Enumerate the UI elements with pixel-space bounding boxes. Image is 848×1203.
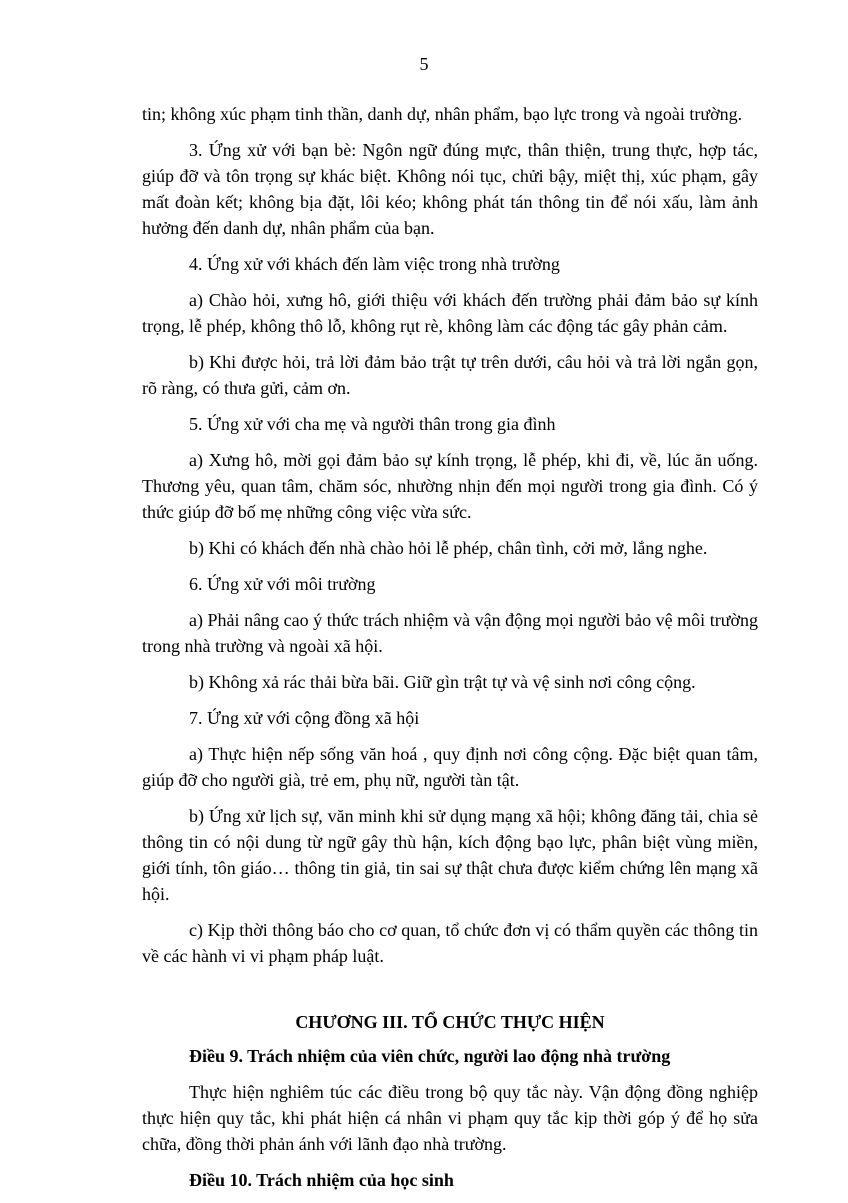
document-body bbox=[142, 101, 758, 1203]
paragraph-community-b: b) Ứng xử lịch sự, văn minh khi sử dụng mạng xã hội; không đăng tải, chia sẻ thông tin có nội dung từ ngữ gây thù hận, kích động bạo lực, phân biệt vùng miền, giới tính, tôn giáo… thông tin giả, tin sai sự thật chưa được kiểm chứng lên mạng xã hội. bbox=[142, 806, 758, 904]
chapter-title: CHƯƠNG III. TỔ CHỨC THỰC HIỆN bbox=[295, 1012, 605, 1032]
paragraph-environment-b: b) Không xả rác thải bừa bãi. Giữ gìn trật tự và vệ sinh nơi công cộng. bbox=[189, 672, 696, 692]
paragraph-family-a: a) Xưng hô, mời gọi đảm bảo sự kính trọng, lễ phép, khi đi, về, lúc ăn uống. Thương yêu, quan tâm, chăm sóc, nhường nhịn đến mọi người trong gia đình. Có ý thức giúp đỡ bố mẹ những công việc vừa sức. bbox=[142, 450, 758, 522]
paragraph-family-b: b) Khi có khách đến nhà chào hỏi lễ phép, chân tình, cởi mở, lắng nghe. bbox=[189, 538, 708, 558]
paragraph-community-a: a) Thực hiện nếp sống văn hoá , quy định nơi công cộng. Đặc biệt quan tâm, giúp đỡ cho người già, trẻ em, phụ nữ, người tàn tật. bbox=[142, 744, 758, 790]
paragraph-environment-a: a) Phải nâng cao ý thức trách nhiệm và vận động mọi người bảo vệ môi trường trong nhà trường và ngoài xã hội. bbox=[142, 610, 758, 656]
paragraph-continuation: tin; không xúc phạm tinh thần, danh dự, nhân phẩm, bạo lực trong và ngoài trường. bbox=[142, 104, 743, 124]
paragraph-guests-heading: 4. Ứng xử với khách đến làm việc trong nhà trường bbox=[189, 254, 560, 274]
article-10-heading: Điều 10. Trách nhiệm của học sinh bbox=[189, 1170, 454, 1190]
paragraph-family-heading: 5. Ứng xử với cha mẹ và người thân trong gia đình bbox=[189, 414, 556, 434]
article-9-body: Thực hiện nghiêm túc các điều trong bộ quy tắc này. Vận động đồng nghiệp thực hiện quy tắc, khi phát hiện cá nhân vi phạm quy tắc kịp thời góp ý để họ sửa chữa, đồng thời phản ánh với lãnh đạo nhà trường. bbox=[142, 1082, 758, 1154]
paragraph-guests-a: a) Chào hỏi, xưng hô, giới thiệu với khách đến trường phải đảm bảo sự kính trọng, lễ phép, không thô lỗ, không rụt rè, không làm các động tác gây phản cảm. bbox=[142, 290, 758, 336]
paragraph-community-heading: 7. Ứng xử với cộng đồng xã hội bbox=[189, 708, 420, 728]
paragraph-friends-conduct: 3. Ứng xử với bạn bè: Ngôn ngữ đúng mực, thân thiện, trung thực, hợp tác, giúp đỡ và tôn trọng sự khác biệt. Không nói tục, chửi bậy, miệt thị, xúc phạm, gây mất đoàn kết; không bịa đặt, lôi kéo; không phát tán thông tin để nói xấu, làm ảnh hưởng đến danh dự, nhân phẩm của bạn. bbox=[142, 140, 758, 238]
article-9-heading: Điều 9. Trách nhiệm của viên chức, người lao động nhà trường bbox=[189, 1046, 671, 1066]
page-number: 5 bbox=[419, 54, 429, 74]
paragraph-environment-heading: 6. Ứng xử với môi trường bbox=[189, 574, 376, 594]
paragraph-community-c: c) Kịp thời thông báo cho cơ quan, tổ chức đơn vị có thẩm quyền các thông tin về các hành vi vi phạm pháp luật. bbox=[142, 920, 758, 966]
paragraph-guests-b: b) Khi được hỏi, trả lời đảm bảo trật tự trên dưới, câu hỏi và trả lời ngắn gọn, rõ ràng, có thưa gửi, cảm ơn. bbox=[142, 352, 758, 398]
